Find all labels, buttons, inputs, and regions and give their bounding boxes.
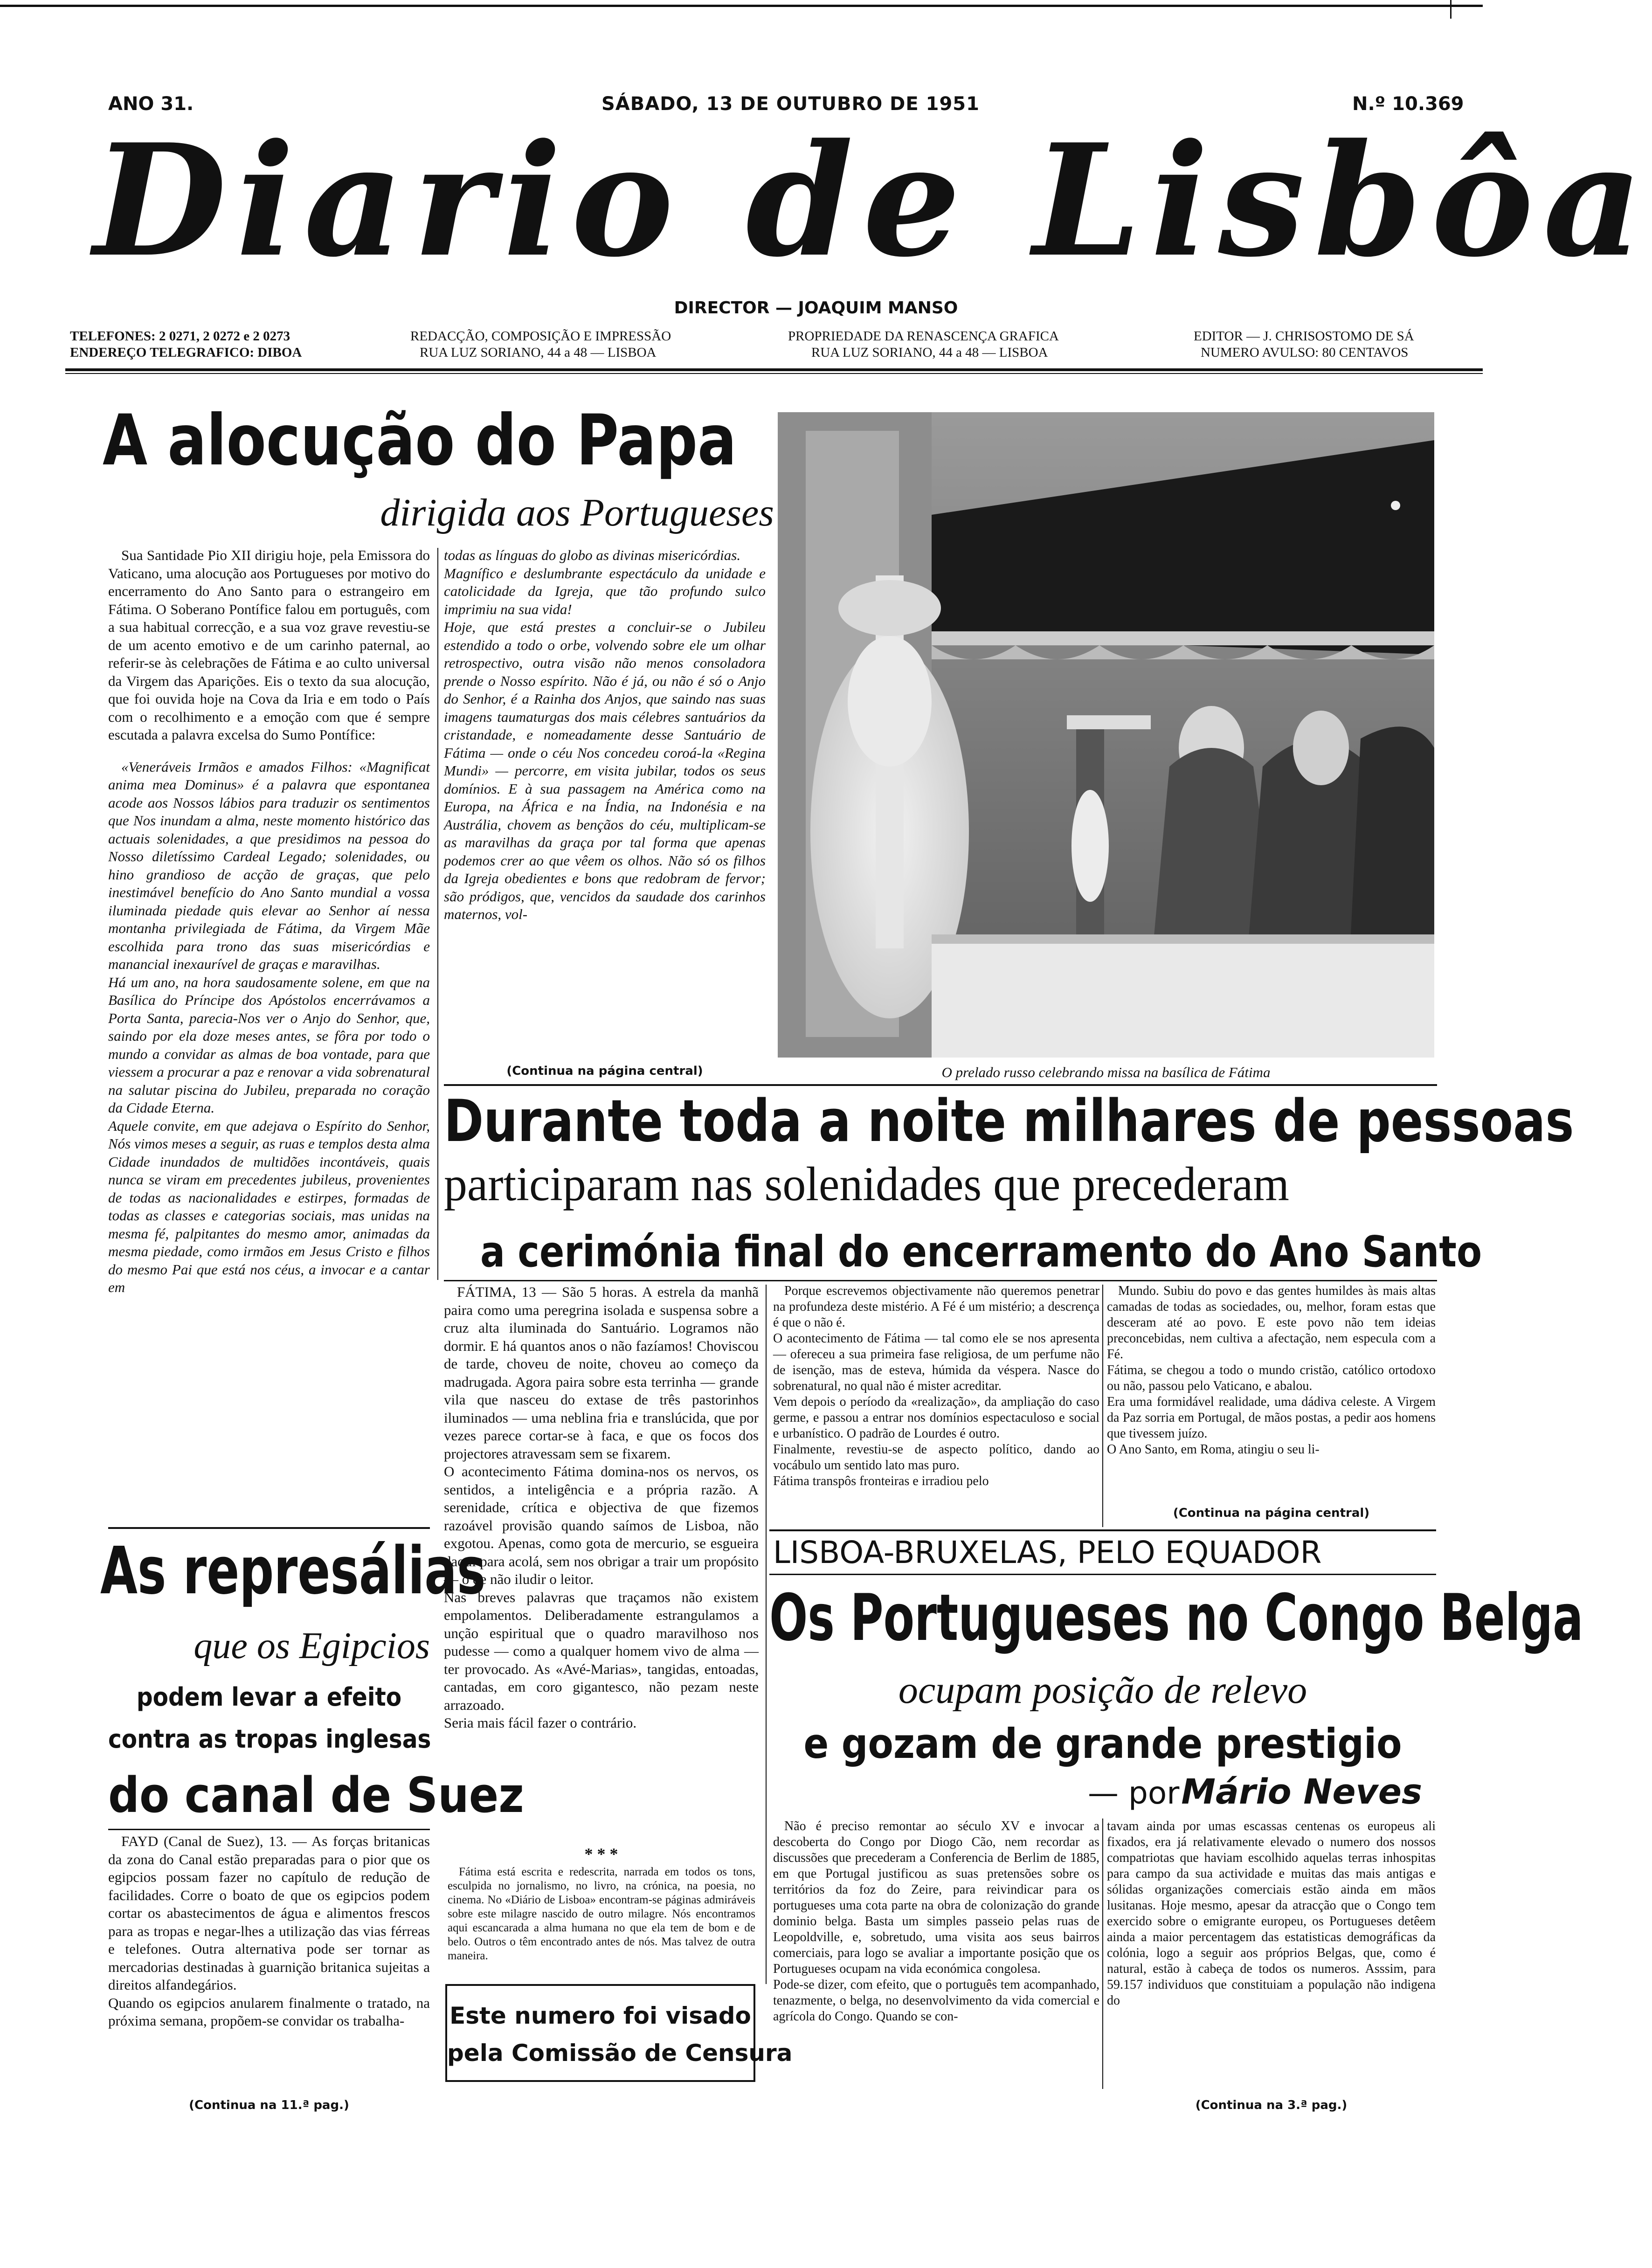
fatima-subhead-2: a cerimónia final do encerramento do Ano Santo — [480, 1227, 1482, 1277]
congo-byline-prefix: — por — [1087, 1775, 1180, 1811]
fatima-column-3 — [1107, 1283, 1436, 1502]
fatima-subhead: participaram nas solenidades que precederam — [444, 1157, 1289, 1211]
congo-subhead-2: e gozam de grande prestigio — [803, 1720, 1402, 1768]
fatima-top-rule — [444, 1280, 1437, 1281]
suez-headline-1: As represálias — [100, 1533, 486, 1609]
congo-col1-text: Não é preciso remontar ao século XV e invocar a descoberta do Congo por Diogo Cão, nem recordar as discussões que precederam a Conferencia de Berlim de 1885, em que Portugal justificou as suas pretensões sobre os territórios da foz do Zeire, para reivindicar para os portugueses uma cota parte na obra de colonização do grande dominio belga. Basta um simples passeio pelas ruas de Leopoldville, e, sobretudo, uma visita aos seus bairros comerciais, para logo se avaliar a importante posição que os Portugueses ocupam na vida económica congolesa. Pode-se dizer, com efeito, que o português tem acompanhado, tenazmente, o belga, no desenvolvimento da vida comercial e agrícola do Congo. Quando se con- — [773, 1819, 1099, 2024]
congo-byline-name: Mário Neves — [1181, 1772, 1422, 1812]
suez-body-text: FAYD (Canal de Suez), 13. — As forças britanicas da zona do Canal estão preparadas para o pior que os egipcios possam fazer no capítulo de redução de facilidades. Corre o boato de que os egipcios podem cortar os abastecimentos de água e alimentos frescos para as tropas e negar-lhes a utilização das vias férreas e telefones. Outra alternativa pode ser tornar as mercadorias destinadas à guarnição britanica sujeitas a direitos alfandegários. Quando os egipcios anularem finalmente o tratado, na próxima semana, propõem-se convidar os trabalha- — [108, 1833, 430, 2029]
masthead-editor: EDITOR — J. CHRISOSTOMO DE SÁ — [1194, 329, 1414, 344]
top-border-rule — [0, 5, 1483, 7]
masthead-redaction-1: REDACÇÃO, COMPOSIÇÃO E IMPRESSÃO — [410, 329, 671, 344]
photo-caption: O prelado russo celebrando missa na basílica de Fátima — [941, 1064, 1271, 1080]
fatima-column-1 — [444, 1283, 759, 1833]
fatima-note — [448, 1865, 755, 1972]
congo-subhead-1: ocupam posição de relevo — [898, 1668, 1307, 1712]
suez-headline-rule — [108, 1829, 430, 1830]
masthead-year: ANO 31. — [108, 93, 194, 115]
censura-line-2: pela Comissão de Censura — [447, 2040, 793, 2067]
fatima-headline: Durante toda a noite milhares de pessoas — [444, 1088, 1574, 1155]
congo-headline: Os Portugueses no Congo Belga — [769, 1580, 1583, 1655]
congo-continua: (Continua na 3.ª pag.) — [1195, 2098, 1348, 2112]
papa-bottom-rule — [444, 1084, 1437, 1086]
fatima-col-divider-1 — [766, 1285, 767, 1984]
suez-headline-2: que os Egipcios — [194, 1625, 430, 1666]
suez-body — [108, 1832, 430, 2094]
newspaper-title: Diario de Lisbôa — [93, 110, 1652, 291]
congo-col-divider — [1102, 1819, 1103, 2089]
masthead-price: NUMERO AVULSO: 80 CENTAVOS — [1201, 345, 1409, 360]
masthead-bottom-rule-thin — [65, 373, 1483, 374]
congo-top-rule — [769, 1529, 1436, 1531]
congo-byline — [769, 1772, 1422, 1812]
congo-kicker: LISBOA-BRUXELAS, PELO EQUADOR — [773, 1535, 1322, 1570]
fatima-col-divider-2 — [1102, 1285, 1103, 1527]
fatima-note-text: Fátima está escrita e redescrita, narrada em todos os tons, esculpida no jornalismo, no livro, na crónica, na poesia, no cinema. No «Diário de Lisboa» encontram-se páginas admiráveis sobre este milagre nascido de outro milagre. Nós encontramos aqui escancarada a alma humana no que ela tem de bom e de belo. Outros o têm encontrado antes de nós. Mas talvez de outra maneira. — [448, 1866, 755, 1962]
right-edge-rule — [1450, 0, 1452, 19]
fatima-mass-photo — [778, 412, 1434, 1058]
suez-headline-3: podem levar a efeito — [136, 1682, 402, 1712]
papa-col2-text: todas as línguas do globo as divinas misericórdias. Magnífico e deslumbrante espectáculo da unidade e catolicidade da Igreja, que tão profundo sulco imprimiu na sua vida! Hoje, que está prestes a concluir-se o Jubileu estendido a todo o orbe, volvendo sobre ele um olhar retrospectivo, outra visão não menos consoladora prende o Nosso espírito. Não é já, ou não é só o Anjo do Senhor, é a Rainha dos Anjos, que saindo nas suas imagens taumaturgas dos mais célebres santuários da cristandade, e nomeadamente desse Santuário de Fátima — onde o céu Nos concedeu coroá-la «Regina Mundi» — percorre, em visita jubilar, todos os seus domínios. E à sua passagem na América como na Europa, na África e na Índia, na Indonésia e na Austrália, chovem as bençãos do céu, multiplicam-se as maravilhas da graça por tal forma que apenas podemos crer ao que vêem os olhos. Não só os filhos da Igreja obedientes e bons que redobram de fervor; são pródigos, que, vencidos da saudade dos carinhos maternos, vol- — [444, 547, 766, 922]
fatima-continua: (Continua na página central) — [1173, 1506, 1370, 1520]
papa-continua: (Continua na página central) — [506, 1064, 703, 1078]
fatima-column-2 — [773, 1283, 1099, 1521]
masthead-phones: TELEFONES: 2 0271, 2 0272 e 2 0273 — [70, 329, 290, 344]
fatima-col3-text: Mundo. Subiu do povo e das gentes humildes às mais altas camadas de todas as sociedades, ou, melhor, foram estas que desceram até ao povo. E este povo não tem ideias preconcebidas, nem cultiva a afectação, nem especula com a Fé. Fátima, se chegou a todo o mundo cristão, católico ortodoxo ou não, passou pelo Vaticano, e abalou. Era uma formidável realidade, uma dádiva celeste. A Virgem da Paz sorria em Portugal, de mãos postas, a pedir aos homens que tivessem juízo. O Ano Santo, em Roma, atingiu o seu li- — [1107, 1284, 1436, 1457]
suez-top-rule — [108, 1527, 430, 1529]
papa-column-divider — [437, 548, 438, 1280]
fatima-stars: * * * — [584, 1845, 618, 1863]
congo-column-1 — [773, 1819, 1099, 2089]
fatima-col2-text: Porque escrevemos objectivamente não queremos penetrar na profundeza deste mistério. A Fé é um mistério; a descrença é que o não é. O acontecimento de Fátima — tal como ele se nos apresenta — ofereceu a sua primeira fase religiosa, de um perfume não de isenção, mas de esteva, húmida da véspera. Nasce do sobrenatural, no qual não é mister acreditar. Vem depois o período da «realização», da ampliação do caso germe, e passou a entrar nos domínios espectaculoso e social e urbanístico. O padrão de Lourdes é outro. Finalmente, revestiu-se de aspecto político, dando ao vocábulo um sentido lato mas puro. Fátima transpôs fronteiras e irradiou pelo — [773, 1284, 1099, 1488]
papa-headline: A alocução do Papa — [103, 400, 737, 481]
masthead-number: N.º 10.369 — [1352, 93, 1464, 115]
masthead-property-2: RUA LUZ SORIANO, 44 a 48 — LISBOA — [811, 345, 1048, 360]
papa-subhead: dirigida aos Portugueses — [380, 491, 774, 534]
director-line: DIRECTOR — JOAQUIM MANSO — [674, 298, 958, 318]
suez-headline-5: do canal de Suez — [108, 1767, 524, 1824]
censura-box — [445, 1984, 793, 2082]
suez-headline-4: contra as tropas inglesas — [108, 1724, 431, 1754]
censura-line-1: Este numero foi visado — [449, 2002, 751, 2029]
congo-kicker-rule — [769, 1574, 1436, 1575]
masthead-property-1: PROPRIEDADE DA RENASCENÇA GRAFICA — [788, 329, 1059, 344]
masthead-redaction-2: RUA LUZ SORIANO, 44 a 48 — LISBOA — [420, 345, 657, 360]
fatima-col1-text: FÁTIMA, 13 — São 5 horas. A estrela da manhã paira como uma peregrina isolada e suspensa sobre a cruz alta iluminada do Santuário. Logramos não dormir. E há quantos anos o não fazíamos! Choviscou de tarde, choveu de noite, choveu ao começo da madrugada. Agora paira sobre esta terrinha — grande vila que nasceu do extase de três pastorinhos iluminados — uma neblina fria e translúcida, que por vezes parece cortar-se à faca, e que os focos dos projectores atravessam sem se fixarem. O acontecimento Fátima domina-nos os nervos, os sentidos, a inteligência e a própria razão. A serenidade, crítica e objectiva de que fizemos razoável provisão quando saímos de Lisboa, não exgotou. Apenas, como gota de mercurio, se esgueira daqui para acolá, sem nos obrigar a trair um propósito — o de não iludir o leitor. Nas breves palavras que traçamos não existem empolamentos. Deliberadamente estrangulamos a unção espiritual que o quadro maravilhoso nos pudesse — como a qualquer homem vivo de alma — ter provocado. As «Avé-Marias», tangidas, entoadas, cantadas, em coro gigantesco, não pezam neste arrazoado. Seria mais fácil fazer o contrário. — [444, 1284, 759, 1731]
masthead-bottom-rule — [65, 368, 1483, 371]
congo-col2-text: tavam ainda por umas escassas centenas os europeus ali fixados, era já relativamente elevado o numero dos nossos compatriotas que haviam escolhido aquelas terras inhospitas para campo da sua actividade e muitas das mais antigas e sólidas organizações comerciais estão ainda em mãos lusitanas. Hoje mesmo, apesar da atracção que o Congo tem exercido sobre o emigrante europeu, os Portugueses detêem ainda a maior percentagem das estatisticas demográficas da colónia, logo a seguir aos próprios Belgas, que, como é natural, estão à cabeça de todos os numeros. Asssim, para 59.157 individuos que constituiam a população não indigena do — [1107, 1819, 1436, 2008]
papa-column-2 — [444, 546, 766, 1073]
papa-intro: Sua Santidade Pio XII dirigiu hoje, pela Emissora do Vaticano, uma alocução aos Portugueses por motivo do encerramento do Ano Santo para o estrangeiro em Fátima. O Soberano Pontífice falou em português, com a sua habitual correcção, e a sua voz grave revestiu-se de um acento emotivo e de um carinho paternal, ao referir-se às celebrações de Fátima e ao culto universal da Virgem das Aparições. Eis o texto da sua alocução, que foi ouvida hoje na Cova da Iria e em todo o País com o recolhimento e a emoção com que é sempre escutada a palavra excelsa do Sumo Pontífice: — [108, 547, 430, 743]
suez-continua: (Continua na 11.ª pag.) — [189, 2098, 349, 2112]
masthead-date: SÁBADO, 13 DE OUTUBRO DE 1951 — [601, 93, 980, 115]
papa-quote: «Veneráveis Irmãos e amados Filhos: «Magnificat anima mea Dominus» é a palavra que espontanea acode aos Nossos lábios para traduzir os sentimentos que Nos inundam a alma, neste momento histórico das actuais solenidades, a que presidimos na pessoa do Nosso diletíssimo Cardeal Legado; solenidades, ou hino grandioso de acção de graças, que pelo inestimável benefício do Ano Santo mundial a vossa iluminada piedade quis elevar ao Senhor aí nessa montanha privilegiada de Fátima, da Virgem Mãe escolhida para trono das suas misericórdias e manancial inexaurível de graças e maravilhas. Há um ano, na hora saudosamente solene, em que na Basílica do Príncipe dos Apóstolos encerrávamos a Porta Santa, parecia-Nos ver o Anjo do Senhor, que, saindo por ela doze meses antes, se fôra por todo o mundo a convidar as almas de boa vontade, para que viessem a procurar a paz e renovar a vida sobrenatural na salutar piscina do Jubileu, preparada no coração da Cidade Eterna. Aquele convite, em que adejava o Espírito do Senhor, Nós vimos meses a seguir, as ruas e templos desta alma Cidade inundados de multidões incontáveis, quais nunca se viram em precedentes jubileus, provenientes de todas as nacionalidades e estirpes, formadas de todas as classes e categorias sociais, mas unidas na mesma fé, palpitantes do mesmo amor, animadas da mesma piedade, como irmãos em Jesus Cristo e filhos do mesmo Pai que está nos céus, a invocar e a cantar em — [108, 758, 430, 1295]
papa-column-1 — [108, 546, 430, 1295]
congo-column-2 — [1107, 1819, 1436, 2080]
masthead-telegraph: ENDEREÇO TELEGRAFICO: DIBOA — [70, 345, 302, 360]
